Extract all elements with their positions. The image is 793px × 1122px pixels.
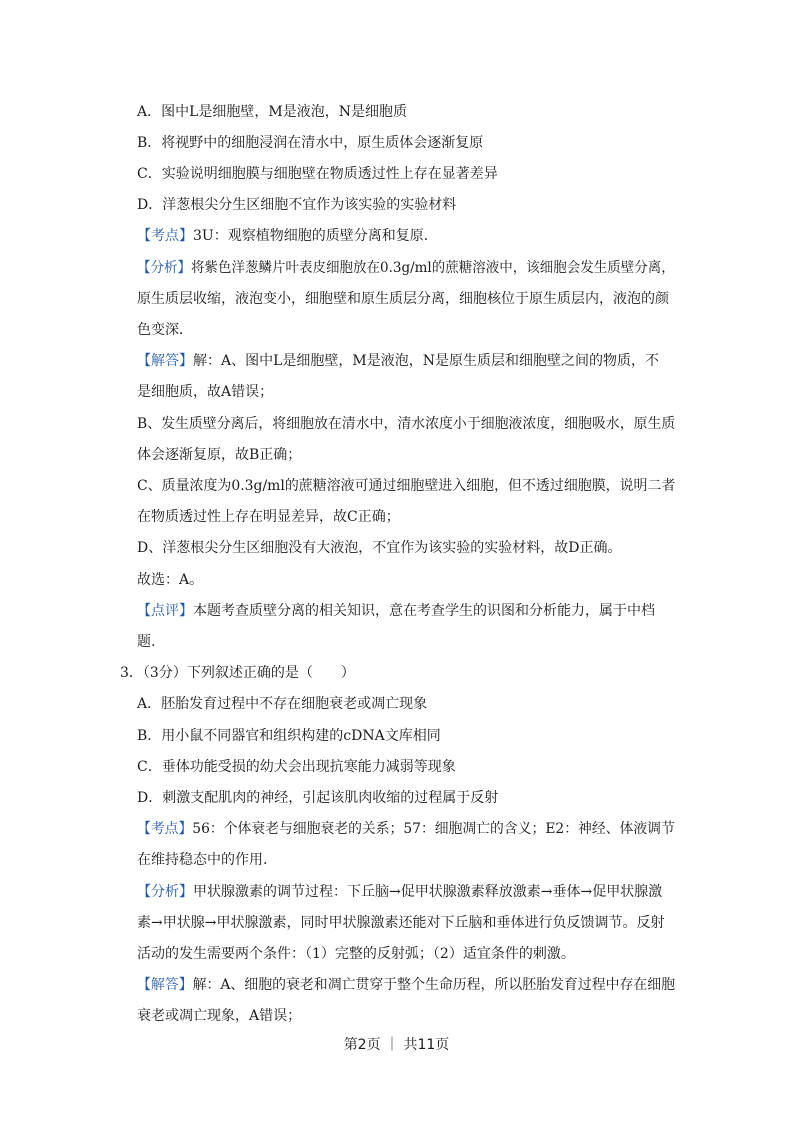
q2-kaodian-line <box>137 226 438 246</box>
q2-jieda-text-1: 解：A、图中L是细胞壁，M是液泡，N是原生质层和细胞壁之间的物质，不 <box>193 353 659 369</box>
q2-option-c: C．实验说明细胞膜与细胞壁在物质透过性上存在显著差异 <box>137 166 498 182</box>
q3-jieda-tag: 【解答】 <box>137 977 193 993</box>
q2-jieda-text-5: C、质量浓度为0.3g/ml的蔗糖溶液可通过细胞壁进入细胞，但不透过细胞膜，说明二者 <box>137 478 676 494</box>
q2-dianping-text-2: 题. <box>137 634 156 650</box>
q3-option-d: D．刺激支配肌肉的神经，引起该肌肉收缩的过程属于反射 <box>137 790 499 806</box>
q3-jieda-text-2: 衰老或凋亡现象，A错误； <box>137 1008 302 1024</box>
q3-kaodian-text-2: 在维持稳态中的作用. <box>137 852 268 868</box>
q2-jieda-tag: 【解答】 <box>137 353 193 369</box>
q2-jieda-text-3: B、发生质壁分离后，将细胞放在清水中，清水浓度小于细胞液浓度，细胞吸水，原生质 <box>137 416 676 432</box>
q2-kaodian-text: 3U：观察植物细胞的质壁分离和复原． <box>193 228 438 244</box>
q3-fenxi-text-2: 素→甲状腺→甲状腺激素，同时甲状腺激素还能对下丘脑和垂体进行负反馈调节。反射 <box>137 915 665 931</box>
q3-fenxi-line <box>137 882 662 902</box>
q2-fenxi-text-3: 色变深． <box>137 322 193 338</box>
q2-jieda-text-8: 故选：A。 <box>137 572 204 588</box>
q2-option-a: A．图中L是细胞壁，M是液泡，N是细胞质 <box>137 104 407 120</box>
q2-jieda-line <box>137 351 659 371</box>
q2-fenxi-line <box>137 258 675 278</box>
q2-dianping-line <box>137 601 655 621</box>
q3-fenxi-text-3: 活动的发生需要两个条件：（1）完整的反射弧；（2）适宜条件的刺激。 <box>137 946 575 962</box>
page-footer: 第2页 ｜ 共11页 <box>343 1037 450 1053</box>
q2-fenxi-text-1: 将紫色洋葱鳞片叶表皮细胞放在0.3g/ml的蔗糖溶液中，该细胞会发生质壁分离， <box>190 260 675 276</box>
q3-kaodian-tag: 【考点】 <box>137 821 193 837</box>
q2-jieda-text-6: 在物质透过性上存在明显差异，故C正确； <box>137 509 400 525</box>
q2-kaodian-tag: 【考点】 <box>137 228 193 244</box>
q3-option-c: C．垂体功能受损的幼犬会出现抗寒能力减弱等现象 <box>137 759 456 775</box>
q2-option-d: D．洋葱根尖分生区细胞不宜作为该实验的实验材料 <box>137 197 457 213</box>
q3-option-a: A．胚胎发育过程中不存在细胞衰老或凋亡现象 <box>137 696 428 712</box>
q2-option-b: B．将视野中的细胞浸润在清水中，原生质体会逐渐复原 <box>137 135 484 151</box>
q2-dianping-tag: 【点评】 <box>137 603 193 619</box>
q2-fenxi-text-2: 原生质层收缩，液泡变小，细胞壁和原生质层分离，细胞核位于原生质层内，液泡的颜 <box>137 291 669 307</box>
q3-stem: 3．（3分）下列叙述正确的是（ ） <box>120 665 355 681</box>
q3-kaodian-text-1: 56：个体衰老与细胞衰老的关系；57：细胞凋亡的含义；E2：神经、体液调节 <box>192 821 675 837</box>
q3-kaodian-line <box>137 819 675 839</box>
q3-option-b: B．用小鼠不同器官和组织构建的cDNA文库相同 <box>137 728 441 744</box>
q3-fenxi-text-1: 甲状腺激素的调节过程：下丘脑→促甲状腺激素释放激素→垂体→促甲状腺激 <box>193 884 663 900</box>
q2-jieda-text-7: D、洋葱根尖分生区细胞没有大液泡，不宜作为该实验的实验材料，故D正确。 <box>137 540 622 556</box>
q2-dianping-text-1: 本题考查质壁分离的相关知识，意在考查学生的识图和分析能力，属于中档 <box>193 603 655 619</box>
q2-jieda-text-2: 是细胞质，故A错误； <box>137 384 274 400</box>
q3-fenxi-tag: 【分析】 <box>137 884 193 900</box>
q2-fenxi-tag: 【分析】 <box>137 260 191 276</box>
q2-jieda-text-4: 体会逐渐复原，故B正确； <box>137 447 302 463</box>
q3-jieda-text-1: 解：A、细胞的衰老和凋亡贯穿于整个生命历程，所以胚胎发育过程中存在细胞 <box>192 977 676 993</box>
q3-jieda-line <box>137 975 675 995</box>
